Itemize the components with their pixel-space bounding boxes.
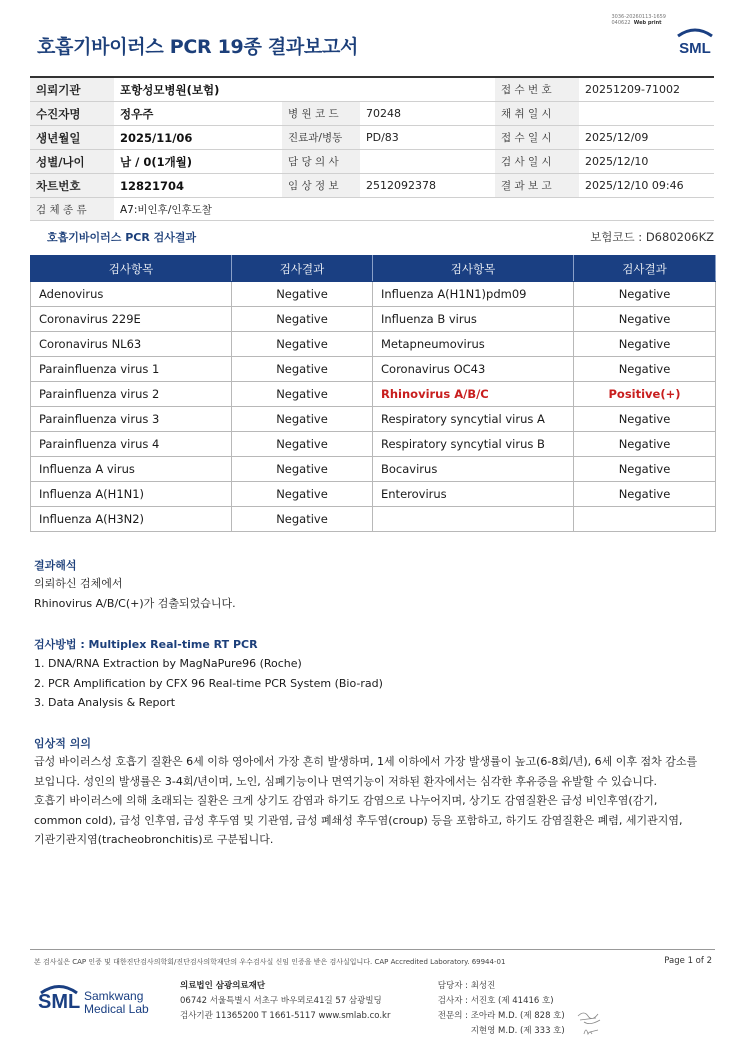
test-item: Metapneumovirus (373, 332, 574, 357)
table-row (31, 432, 716, 457)
label-reception-date: 접 수 일 시 (495, 126, 579, 150)
test-item: Respiratory syncytial virus B (373, 432, 574, 457)
clinical-title: 임상적 의의 (34, 737, 91, 750)
test-item: Influenza A(H3N2) (31, 507, 232, 532)
test-date: 2025/12/10 (579, 150, 714, 174)
org-address: 06742 서울특별시 서초구 바우뫼로41길 57 삼광빌딩 (180, 996, 382, 1006)
method-step: 1. DNA/RNA Extraction by MagNaPure96 (Roche) (34, 657, 302, 670)
test-item: Parainfluenza virus 3 (31, 407, 232, 432)
interpretation-title: 결과해석 (34, 559, 77, 572)
staff-list: 담당자 : 최성진 검사자 : 서진호 (제 41416 호) 전문의 : 조아라 M.D. (제 828 호) 지현영 M.D. (제 333 호) (437, 981, 565, 1036)
test-result: Negative (232, 432, 373, 457)
signature-icon (576, 1008, 608, 1040)
test-result (574, 507, 716, 532)
test-item: Enterovirus (373, 482, 574, 507)
test-result: Positive(+) (574, 382, 716, 407)
test-result: Negative (574, 307, 716, 332)
label-requesting-institution: 의뢰기관 (30, 77, 114, 102)
label-hospital-code: 병 원 코 드 (282, 102, 360, 126)
cap-certification: 본 검사실은 CAP 인증 및 대한진단검사의학회/진단검사의학재단의 우수검사실 신임 인증을 받은 검사실입니다. CAP Accredited Laboratory. 69944-01 (34, 958, 506, 966)
department: PD/83 (360, 126, 495, 150)
method-title: 검사방법 : Multiplex Real-time RT PCR (34, 638, 258, 651)
requesting-institution: 포항성모병원(보험) (114, 77, 495, 102)
hospital-code: 70248 (360, 102, 495, 126)
test-item (373, 507, 574, 532)
label-reception-number: 접 수 번 호 (495, 77, 579, 102)
reception-number: 20251209-71002 (579, 77, 714, 102)
results-section-title: 호흡기바이러스 PCR 검사결과 (47, 231, 197, 244)
staff-name: 조아라 M.D. (제 828 호) (470, 1011, 565, 1021)
label-sex-age: 성별/나이 (30, 150, 114, 174)
test-item: Parainfluenza virus 4 (31, 432, 232, 457)
test-result: Negative (232, 482, 373, 507)
header-test-item: 검사항목 (31, 256, 232, 282)
test-result: Negative (574, 357, 716, 382)
collection-date (579, 102, 714, 126)
specimen-type: A7:비인후/인후도찰 (114, 198, 714, 221)
sex-age: 남 / 0(1개월) (114, 150, 282, 174)
patient-name: 정우주 (114, 102, 282, 126)
chart-number: 12821704 (114, 174, 282, 198)
label-birth-date: 생년월일 (30, 126, 114, 150)
table-row (31, 382, 716, 407)
test-item: Respiratory syncytial virus A (373, 407, 574, 432)
header-test-result: 검사결과 (232, 256, 373, 282)
test-result: Negative (574, 332, 716, 357)
staff-name: 서진호 (제 41416 호) (470, 996, 554, 1006)
footer-logo-name: Samkwang Medical Lab (84, 989, 149, 1016)
header-test-item: 검사항목 (373, 256, 574, 282)
reception-date: 2025/12/09 (579, 126, 714, 150)
test-item: Rhinovirus A/B/C (373, 382, 574, 407)
test-item: Influenza A(H1N1) (31, 482, 232, 507)
test-item: Coronavirus OC43 (373, 357, 574, 382)
test-result: Negative (574, 432, 716, 457)
test-item: Coronavirus 229E (31, 307, 232, 332)
staff-name: 지현영 M.D. (제 333 호) (470, 1026, 565, 1036)
result-report: 2025/12/10 09:46 (579, 174, 714, 198)
footer-divider (30, 949, 715, 950)
table-row (31, 282, 716, 307)
test-result: Negative (232, 332, 373, 357)
test-result: Negative (574, 482, 716, 507)
results-table (30, 255, 716, 532)
label-test-date: 검 사 일 시 (495, 150, 579, 174)
method-steps (34, 654, 383, 713)
label-clinical-info: 임 상 정 보 (282, 174, 360, 198)
label-department: 진료과/병동 (282, 126, 360, 150)
test-result: Negative (232, 507, 373, 532)
label-chart-number: 차트번호 (30, 174, 114, 198)
report-title: 호흡기바이러스 PCR 19종 결과보고서 (37, 36, 359, 58)
insurance-code: 보험코드 : D680206KZ (590, 230, 714, 244)
clinical-info: 2512092378 (360, 174, 495, 198)
patient-info-table (30, 76, 714, 221)
test-item: Bocavirus (373, 457, 574, 482)
sml-logo-icon (674, 26, 716, 60)
label-result-report: 결 과 보 고 (495, 174, 579, 198)
clinical-text: 급성 바이러스성 호흡기 질환은 6세 이하 영아에서 가장 흔히 발생하며, 1세 이하에서 가장 발생률이 높고(6-8회/년), 6세 이후 점차 감소를 보입니다. 성인의 발생률은 3-4회/년이며, 노인, 심폐기능이나 면역기능이 저하된 환자에서는 심각한 후유증을 유발할 수 있습니다. 호흡기 바이러스에 의해 초래되는 질환은 크게 상기도 감염과 하기도 감염으로 나누어지며, 상기도 감염질환은 급성 비인후염(감기, common cold), 급성 인후염, 급성 후두염 및 기관염, 급성 폐쇄성 후두염(croup) 등을 포함하고, 하기도 감염질환은 폐렴, 세기관지염, 기관기관지염(tracheobronchitis)로 구분됩니다. (34, 755, 698, 846)
birth-date: 2025/11/06 (114, 126, 282, 150)
test-item: Adenovirus (31, 282, 232, 307)
label-collection-date: 채 취 일 시 (495, 102, 579, 126)
org-info (180, 979, 390, 1024)
document-code: 3036-20260113-1659 040622 Web print (611, 14, 666, 26)
table-row (31, 332, 716, 357)
svg-text:SML: SML (679, 40, 711, 57)
test-item: Influenza A(H1N1)pdm09 (373, 282, 574, 307)
header-test-result: 검사결과 (574, 256, 716, 282)
test-item: Coronavirus NL63 (31, 332, 232, 357)
label-specimen-type: 검 체 종 류 (30, 198, 114, 221)
test-result: Negative (574, 407, 716, 432)
test-result: Negative (232, 282, 373, 307)
table-row (31, 457, 716, 482)
footer-logo-sml: SML (38, 991, 81, 1013)
table-row (31, 307, 716, 332)
test-item: Parainfluenza virus 1 (31, 357, 232, 382)
table-row (31, 357, 716, 382)
interpretation-text: 의뢰하신 검체에서 Rhinovirus A/B/C(+)가 검출되었습니다. (34, 577, 236, 610)
test-result: Negative (574, 282, 716, 307)
test-result: Negative (232, 307, 373, 332)
test-result: Negative (232, 457, 373, 482)
test-result: Negative (574, 457, 716, 482)
label-physician: 담 당 의 사 (282, 150, 360, 174)
test-result: Negative (232, 357, 373, 382)
footer-logo (36, 980, 156, 1024)
test-item: Influenza B virus (373, 307, 574, 332)
method-step: 3. Data Analysis & Report (34, 696, 176, 709)
table-row (31, 407, 716, 432)
test-result: Negative (232, 407, 373, 432)
org-contact: 검사기관 11365200 T 1661-5117 www.smlab.co.kr (180, 1011, 391, 1021)
staff-name: 최성진 (470, 981, 496, 991)
table-row (31, 482, 716, 507)
method-step: 2. PCR Amplification by CFX 96 Real-time PCR System (Bio-rad) (34, 676, 383, 690)
table-row (31, 507, 716, 532)
org-name: 의료법인 삼광의료재단 (180, 981, 266, 991)
test-item: Parainfluenza virus 2 (31, 382, 232, 407)
test-result: Negative (232, 382, 373, 407)
page-number: Page 1 of 2 (664, 956, 712, 966)
label-patient-name: 수진자명 (30, 102, 114, 126)
test-item: Influenza A virus (31, 457, 232, 482)
physician (360, 150, 495, 174)
